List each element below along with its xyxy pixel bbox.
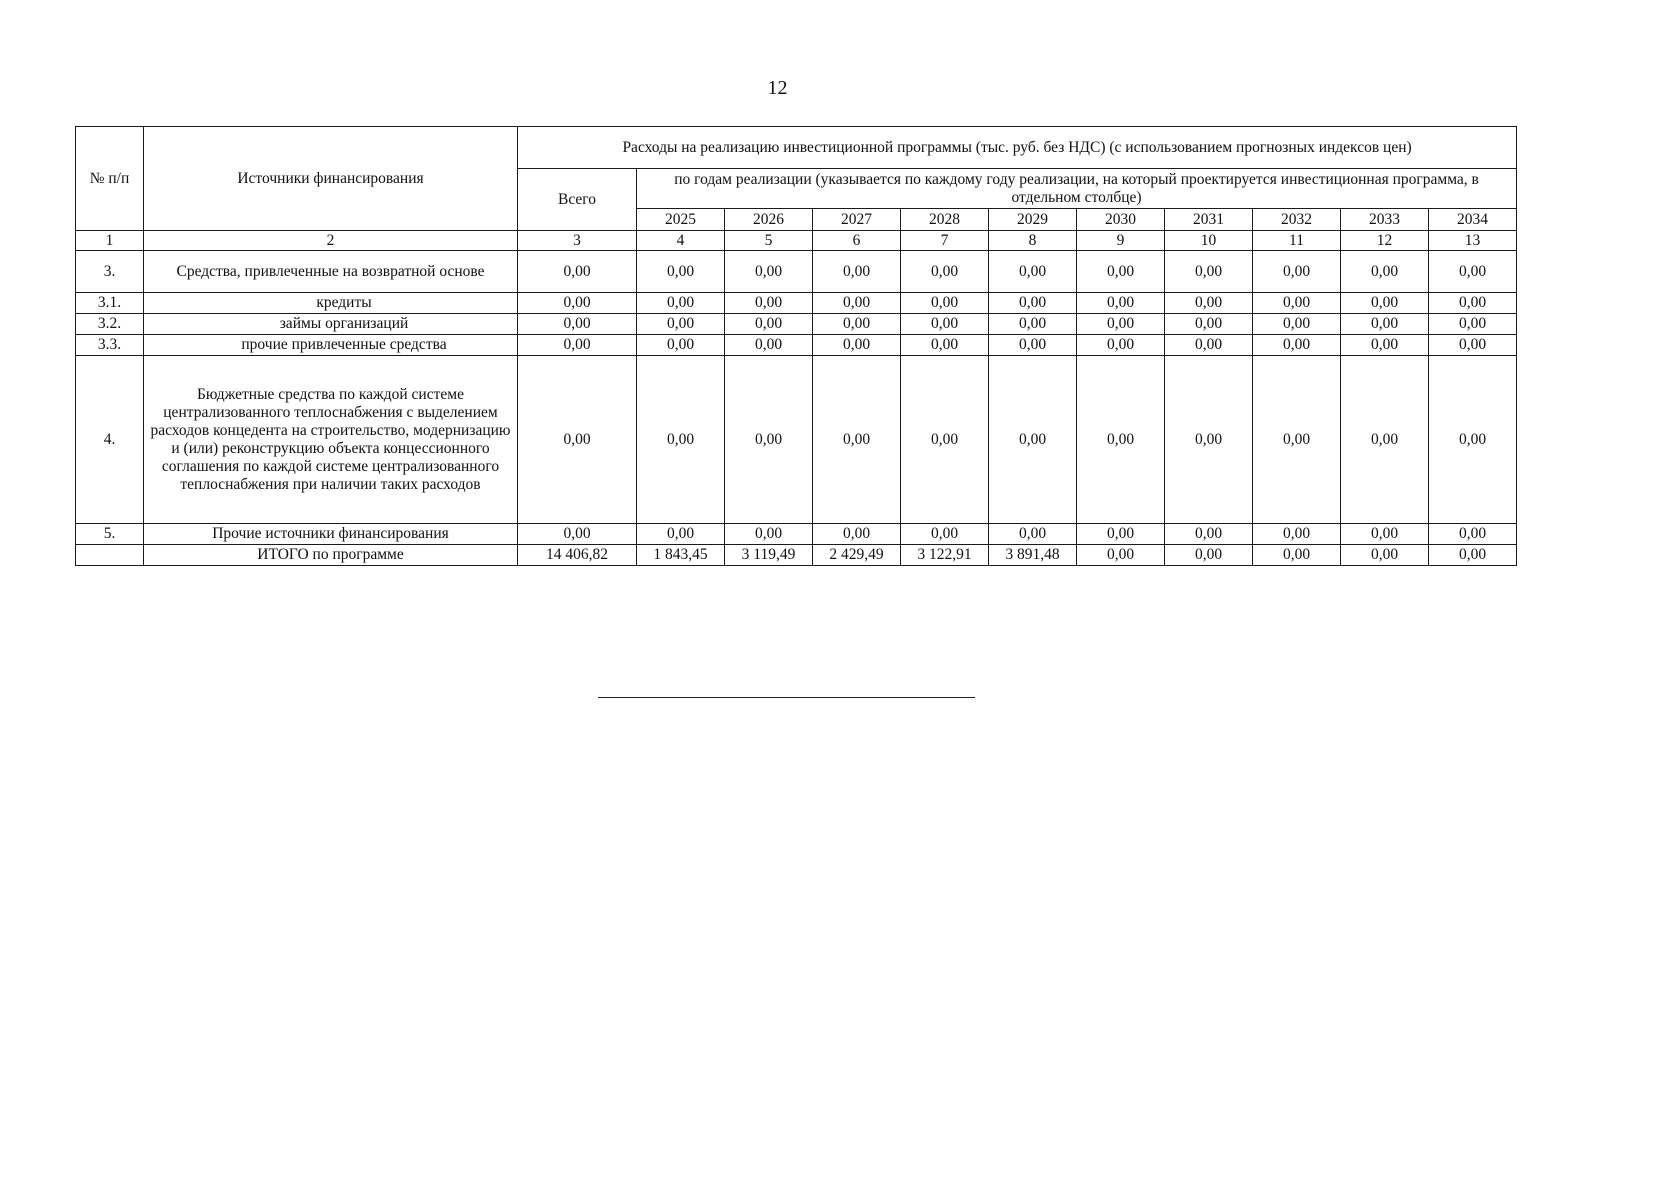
row-value: 0,00 <box>1429 545 1517 566</box>
financing-table <box>75 126 1517 566</box>
row-value: 3 122,91 <box>901 545 989 566</box>
row-value: 0,00 <box>1165 293 1253 314</box>
total-row <box>76 545 1517 566</box>
row-value: 0,00 <box>1077 524 1165 545</box>
row-value: 0,00 <box>901 524 989 545</box>
header-year: 2028 <box>901 209 989 231</box>
row-value: 0,00 <box>1341 293 1429 314</box>
row-value: 3 119,49 <box>725 545 813 566</box>
row-value: 0,00 <box>813 356 901 524</box>
row-value: 0,00 <box>1165 524 1253 545</box>
row-value: 0,00 <box>1429 314 1517 335</box>
row-value: 0,00 <box>989 251 1077 293</box>
header-year: 2026 <box>725 209 813 231</box>
row-value: 0,00 <box>901 356 989 524</box>
row-value: 0,00 <box>1429 335 1517 356</box>
row-value: 0,00 <box>1253 524 1341 545</box>
row-value: 0,00 <box>637 524 725 545</box>
table-row <box>76 314 1517 335</box>
column-number: 10 <box>1165 231 1253 251</box>
row-value: 0,00 <box>1077 545 1165 566</box>
row-value: 0,00 <box>725 524 813 545</box>
row-number: 5. <box>76 524 144 545</box>
row-source: займы организаций <box>144 314 518 335</box>
row-value-total: 0,00 <box>518 335 637 356</box>
header-source-column: Источники финансирования <box>144 127 518 231</box>
row-value: 0,00 <box>813 293 901 314</box>
row-value: 2 429,49 <box>813 545 901 566</box>
header-year: 2031 <box>1165 209 1253 231</box>
column-number: 8 <box>989 231 1077 251</box>
row-value: 0,00 <box>725 251 813 293</box>
header-year: 2032 <box>1253 209 1341 231</box>
row-value: 0,00 <box>1429 251 1517 293</box>
table-row <box>76 335 1517 356</box>
header-expenses-title: Расходы на реализацию инвестиционной программы (тыс. руб. без НДС) (с использованием прогнозных индексов цен) <box>518 127 1517 169</box>
row-value-total: 0,00 <box>518 251 637 293</box>
header-year: 2033 <box>1341 209 1429 231</box>
row-value: 0,00 <box>637 251 725 293</box>
row-value: 0,00 <box>1429 356 1517 524</box>
row-value: 0,00 <box>1341 524 1429 545</box>
row-value: 0,00 <box>813 335 901 356</box>
row-value: 0,00 <box>989 293 1077 314</box>
row-value: 0,00 <box>1253 251 1341 293</box>
column-number: 11 <box>1253 231 1341 251</box>
row-value: 0,00 <box>813 314 901 335</box>
header-year: 2034 <box>1429 209 1517 231</box>
row-value: 0,00 <box>1165 251 1253 293</box>
row-number: 3.2. <box>76 314 144 335</box>
header-year: 2029 <box>989 209 1077 231</box>
row-value: 0,00 <box>1341 335 1429 356</box>
row-value: 0,00 <box>1077 314 1165 335</box>
column-number: 7 <box>901 231 989 251</box>
row-value: 0,00 <box>813 524 901 545</box>
header-year: 2025 <box>637 209 725 231</box>
column-number-row <box>76 231 1517 251</box>
row-value: 0,00 <box>725 293 813 314</box>
row-source: Прочие источники финансирования <box>144 524 518 545</box>
row-value-total: 0,00 <box>518 293 637 314</box>
row-value: 0,00 <box>1341 251 1429 293</box>
row-value: 3 891,48 <box>989 545 1077 566</box>
row-value: 0,00 <box>637 293 725 314</box>
column-number: 9 <box>1077 231 1165 251</box>
row-value: 0,00 <box>1341 314 1429 335</box>
column-number: 4 <box>637 231 725 251</box>
row-value: 0,00 <box>1077 335 1165 356</box>
row-number: 3.3. <box>76 335 144 356</box>
row-value: 0,00 <box>1165 545 1253 566</box>
row-number <box>76 545 144 566</box>
row-value: 0,00 <box>725 356 813 524</box>
row-value: 0,00 <box>989 314 1077 335</box>
row-value: 0,00 <box>901 314 989 335</box>
row-value: 0,00 <box>1165 335 1253 356</box>
row-value: 0,00 <box>989 524 1077 545</box>
row-value: 0,00 <box>1341 545 1429 566</box>
row-source: кредиты <box>144 293 518 314</box>
row-value: 0,00 <box>637 356 725 524</box>
column-number: 3 <box>518 231 637 251</box>
row-value: 0,00 <box>989 356 1077 524</box>
column-number: 1 <box>76 231 144 251</box>
row-value: 0,00 <box>1253 356 1341 524</box>
table-row <box>76 251 1517 293</box>
header-by-years-title: по годам реализации (указывается по каждому году реализации, на который проектируется инвестиционная программа, в отдельном столбце) <box>637 169 1517 209</box>
row-value: 0,00 <box>901 251 989 293</box>
row-value: 0,00 <box>1429 293 1517 314</box>
table-row <box>76 293 1517 314</box>
row-value-total: 0,00 <box>518 314 637 335</box>
row-source: прочие привлеченные средства <box>144 335 518 356</box>
row-value: 0,00 <box>1429 524 1517 545</box>
column-number: 13 <box>1429 231 1517 251</box>
row-value: 0,00 <box>901 335 989 356</box>
column-number: 2 <box>144 231 518 251</box>
row-value-total: 14 406,82 <box>518 545 637 566</box>
row-number: 3.1. <box>76 293 144 314</box>
row-value: 0,00 <box>725 335 813 356</box>
row-number: 3. <box>76 251 144 293</box>
row-value: 0,00 <box>725 314 813 335</box>
row-value: 0,00 <box>1077 293 1165 314</box>
table-row <box>76 356 1517 524</box>
row-value: 0,00 <box>1253 545 1341 566</box>
page-number: 12 <box>767 77 788 99</box>
row-value: 0,00 <box>1077 356 1165 524</box>
header-year: 2030 <box>1077 209 1165 231</box>
row-value-total: 0,00 <box>518 356 637 524</box>
row-value: 0,00 <box>1253 335 1341 356</box>
row-value: 0,00 <box>1165 314 1253 335</box>
header-year: 2027 <box>813 209 901 231</box>
row-value: 0,00 <box>1077 251 1165 293</box>
column-number: 6 <box>813 231 901 251</box>
row-value: 0,00 <box>989 335 1077 356</box>
row-value: 0,00 <box>1253 314 1341 335</box>
header-num-column: № п/п <box>76 127 144 231</box>
row-value: 1 843,45 <box>637 545 725 566</box>
row-value: 0,00 <box>637 314 725 335</box>
row-value: 0,00 <box>1253 293 1341 314</box>
row-value: 0,00 <box>901 293 989 314</box>
row-number: 4. <box>76 356 144 524</box>
column-number: 5 <box>725 231 813 251</box>
row-value: 0,00 <box>1165 356 1253 524</box>
header-total-column: Всего <box>518 169 637 231</box>
closing-rule-divider <box>598 697 975 698</box>
row-source: Бюджетные средства по каждой системе централизованного теплоснабжения с выделением расходов концедента на строительство, модернизацию и (или) реконструкцию объекта концессионного соглашения по каждой системе централизованного теплоснабжения при наличии таких расходов <box>144 356 518 524</box>
row-source: Средства, привлеченные на возвратной основе <box>144 251 518 293</box>
table-row <box>76 524 1517 545</box>
column-number: 12 <box>1341 231 1429 251</box>
row-value: 0,00 <box>813 251 901 293</box>
row-value-total: 0,00 <box>518 524 637 545</box>
row-value: 0,00 <box>637 335 725 356</box>
row-value: 0,00 <box>1341 356 1429 524</box>
row-source: ИТОГО по программе <box>144 545 518 566</box>
